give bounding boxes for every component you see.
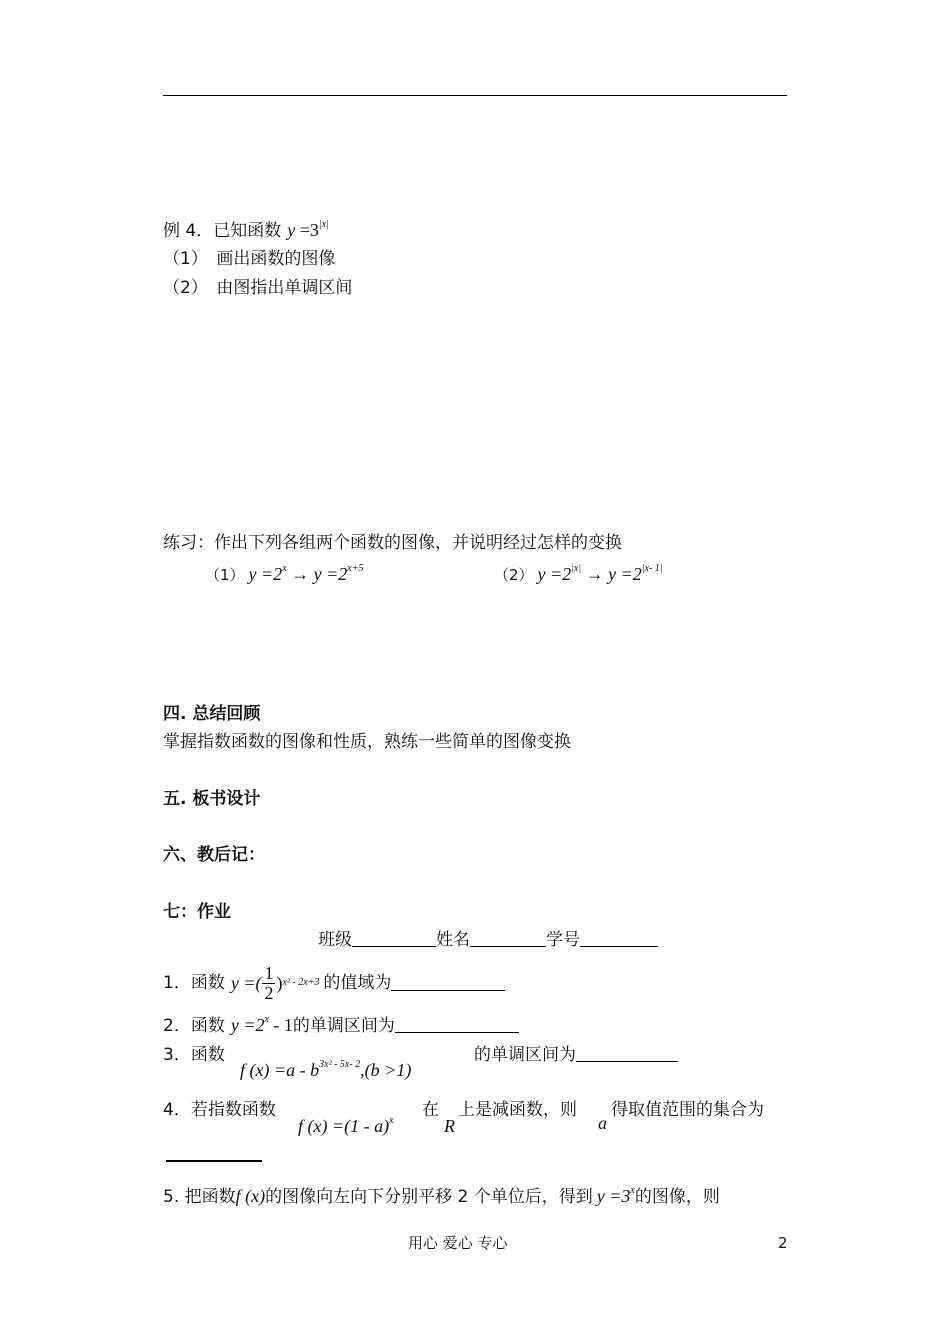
hw-q1-denominator: 2: [264, 982, 274, 1003]
hw-q3-suffix-line: [474, 1047, 678, 1064]
section5-heading: 五. 板书设计: [163, 789, 261, 809]
hw-q1-y: y =(: [230, 973, 262, 993]
practice-item1: [205, 565, 363, 583]
hw-q4-R: R: [444, 1116, 455, 1136]
practice-item2-from-exp: |x|: [571, 563, 582, 574]
hw-q3-prefix: 3．函数: [163, 1045, 225, 1065]
hw-q3-formula-line: [240, 1061, 411, 1080]
hw-q3-formula: f (x) =a - b: [240, 1060, 320, 1080]
hw-q4-blank[interactable]: [166, 1160, 262, 1162]
hw-q4-a: a: [598, 1113, 607, 1133]
hw-question-2: [163, 1016, 519, 1035]
practice-item1-from-exp: x: [282, 563, 287, 574]
section4-heading: 四. 总结回顾: [163, 704, 261, 724]
example4-label: 例 4．已知函数: [163, 221, 282, 241]
hw-q2-formula: y =2: [230, 1015, 265, 1035]
id-label: 学号: [546, 930, 580, 950]
hw-q5-prefix: 5. 把函数: [163, 1187, 236, 1207]
practice-item2-arrow: →: [581, 564, 609, 584]
hw-q2-exponent: x: [264, 1014, 269, 1025]
hw-q1-close: ): [276, 973, 283, 993]
hw-q4-mid2: 上是减函数，则: [458, 1100, 577, 1120]
hw-q1-numerator: 1: [264, 962, 274, 983]
hw-q4-exponent: x: [389, 1115, 394, 1126]
header-rule: [163, 95, 787, 96]
hw-q2-prefix: 2．函数: [163, 1016, 225, 1036]
hw-q3-condition: ,(b >1): [360, 1060, 412, 1080]
practice-item1-from: y =2: [248, 564, 283, 584]
practice-item1-to: y =2: [313, 564, 348, 584]
hw-q2-suffix: 的单调区间为: [292, 1016, 395, 1036]
name-blank[interactable]: [470, 932, 546, 947]
section6-heading: 六、教后记：: [163, 845, 265, 865]
practice-item1-to-exp: x+5: [347, 563, 364, 574]
hw-q4-formula: f (x) =(1 - a): [298, 1116, 390, 1136]
hw-q5-f: f (x): [235, 1186, 266, 1206]
hw-q3-exponent: 3x² - 5x- 2: [319, 1059, 361, 1070]
hw-q4-mid1: 在: [422, 1100, 439, 1120]
example4-formula-eq: =3: [295, 220, 319, 240]
hw-q1-fraction: [262, 964, 275, 1003]
example4-title: [163, 221, 329, 240]
hw-q4-formula-line: [298, 1117, 394, 1136]
hw-q2-minus: - 1: [268, 1015, 293, 1035]
hw-q3-suffix: 的单调区间为: [474, 1045, 576, 1065]
class-label: 班级: [318, 930, 352, 950]
practice-title: 练习：作出下列各组两个函数的图像，并说明经过怎样的变换: [163, 533, 622, 553]
hw-q5-exponent: x: [630, 1185, 635, 1196]
student-info-line: [318, 932, 658, 949]
practice-item2-to-exp: |x- 1|: [641, 563, 663, 574]
practice-item2-from: y =2: [537, 564, 572, 584]
hw-q5-mid: 的图像向左向下分别平移 2 个单位后，得到: [265, 1187, 593, 1207]
section4-text: 掌握指数函数的图像和性质，熟练一些简单的图像变换: [163, 732, 571, 752]
hw-q1-prefix: 1．函数: [163, 972, 225, 993]
practice-item2: [494, 565, 663, 583]
class-blank[interactable]: [352, 932, 436, 947]
id-blank[interactable]: [580, 932, 658, 947]
hw-question-1: 1．函数 y =( $\frac{1}{2}$ ) x² - 2x+3 的值域为: [163, 960, 505, 1006]
hw-q1-suffix: 的值域为: [323, 972, 392, 993]
section7-heading: 七：作业: [163, 902, 231, 922]
practice-item2-to: y =2: [608, 564, 642, 584]
hw-q3-blank[interactable]: [576, 1047, 678, 1062]
hw-q5-formula: y =3: [596, 1186, 631, 1206]
practice-item1-arrow: →: [286, 564, 314, 584]
hw-q5-suffix: 的图像，则: [634, 1187, 720, 1207]
name-label: 姓名: [436, 930, 470, 950]
page-number: 2: [778, 1234, 788, 1252]
hw-q1-blank[interactable]: [391, 976, 505, 991]
example4-item2: （2） 由图指出单调区间: [163, 278, 353, 298]
hw-q4-prefix: 4．若指数函数: [163, 1100, 276, 1120]
example4-exponent: |x|: [318, 219, 329, 230]
hw-q4-suffix: 得取值范围的集合为: [611, 1100, 764, 1120]
practice-item2-label: （2）: [494, 566, 534, 584]
hw-q2-blank[interactable]: [395, 1018, 519, 1033]
example4-item1: （1） 画出函数的图像: [163, 249, 336, 269]
example4-formula-y: y: [287, 220, 296, 240]
footer-motto: 用心 爱心 专心: [408, 1234, 508, 1252]
hw-question-5: [163, 1187, 720, 1206]
practice-item1-label: （1）: [205, 566, 245, 584]
